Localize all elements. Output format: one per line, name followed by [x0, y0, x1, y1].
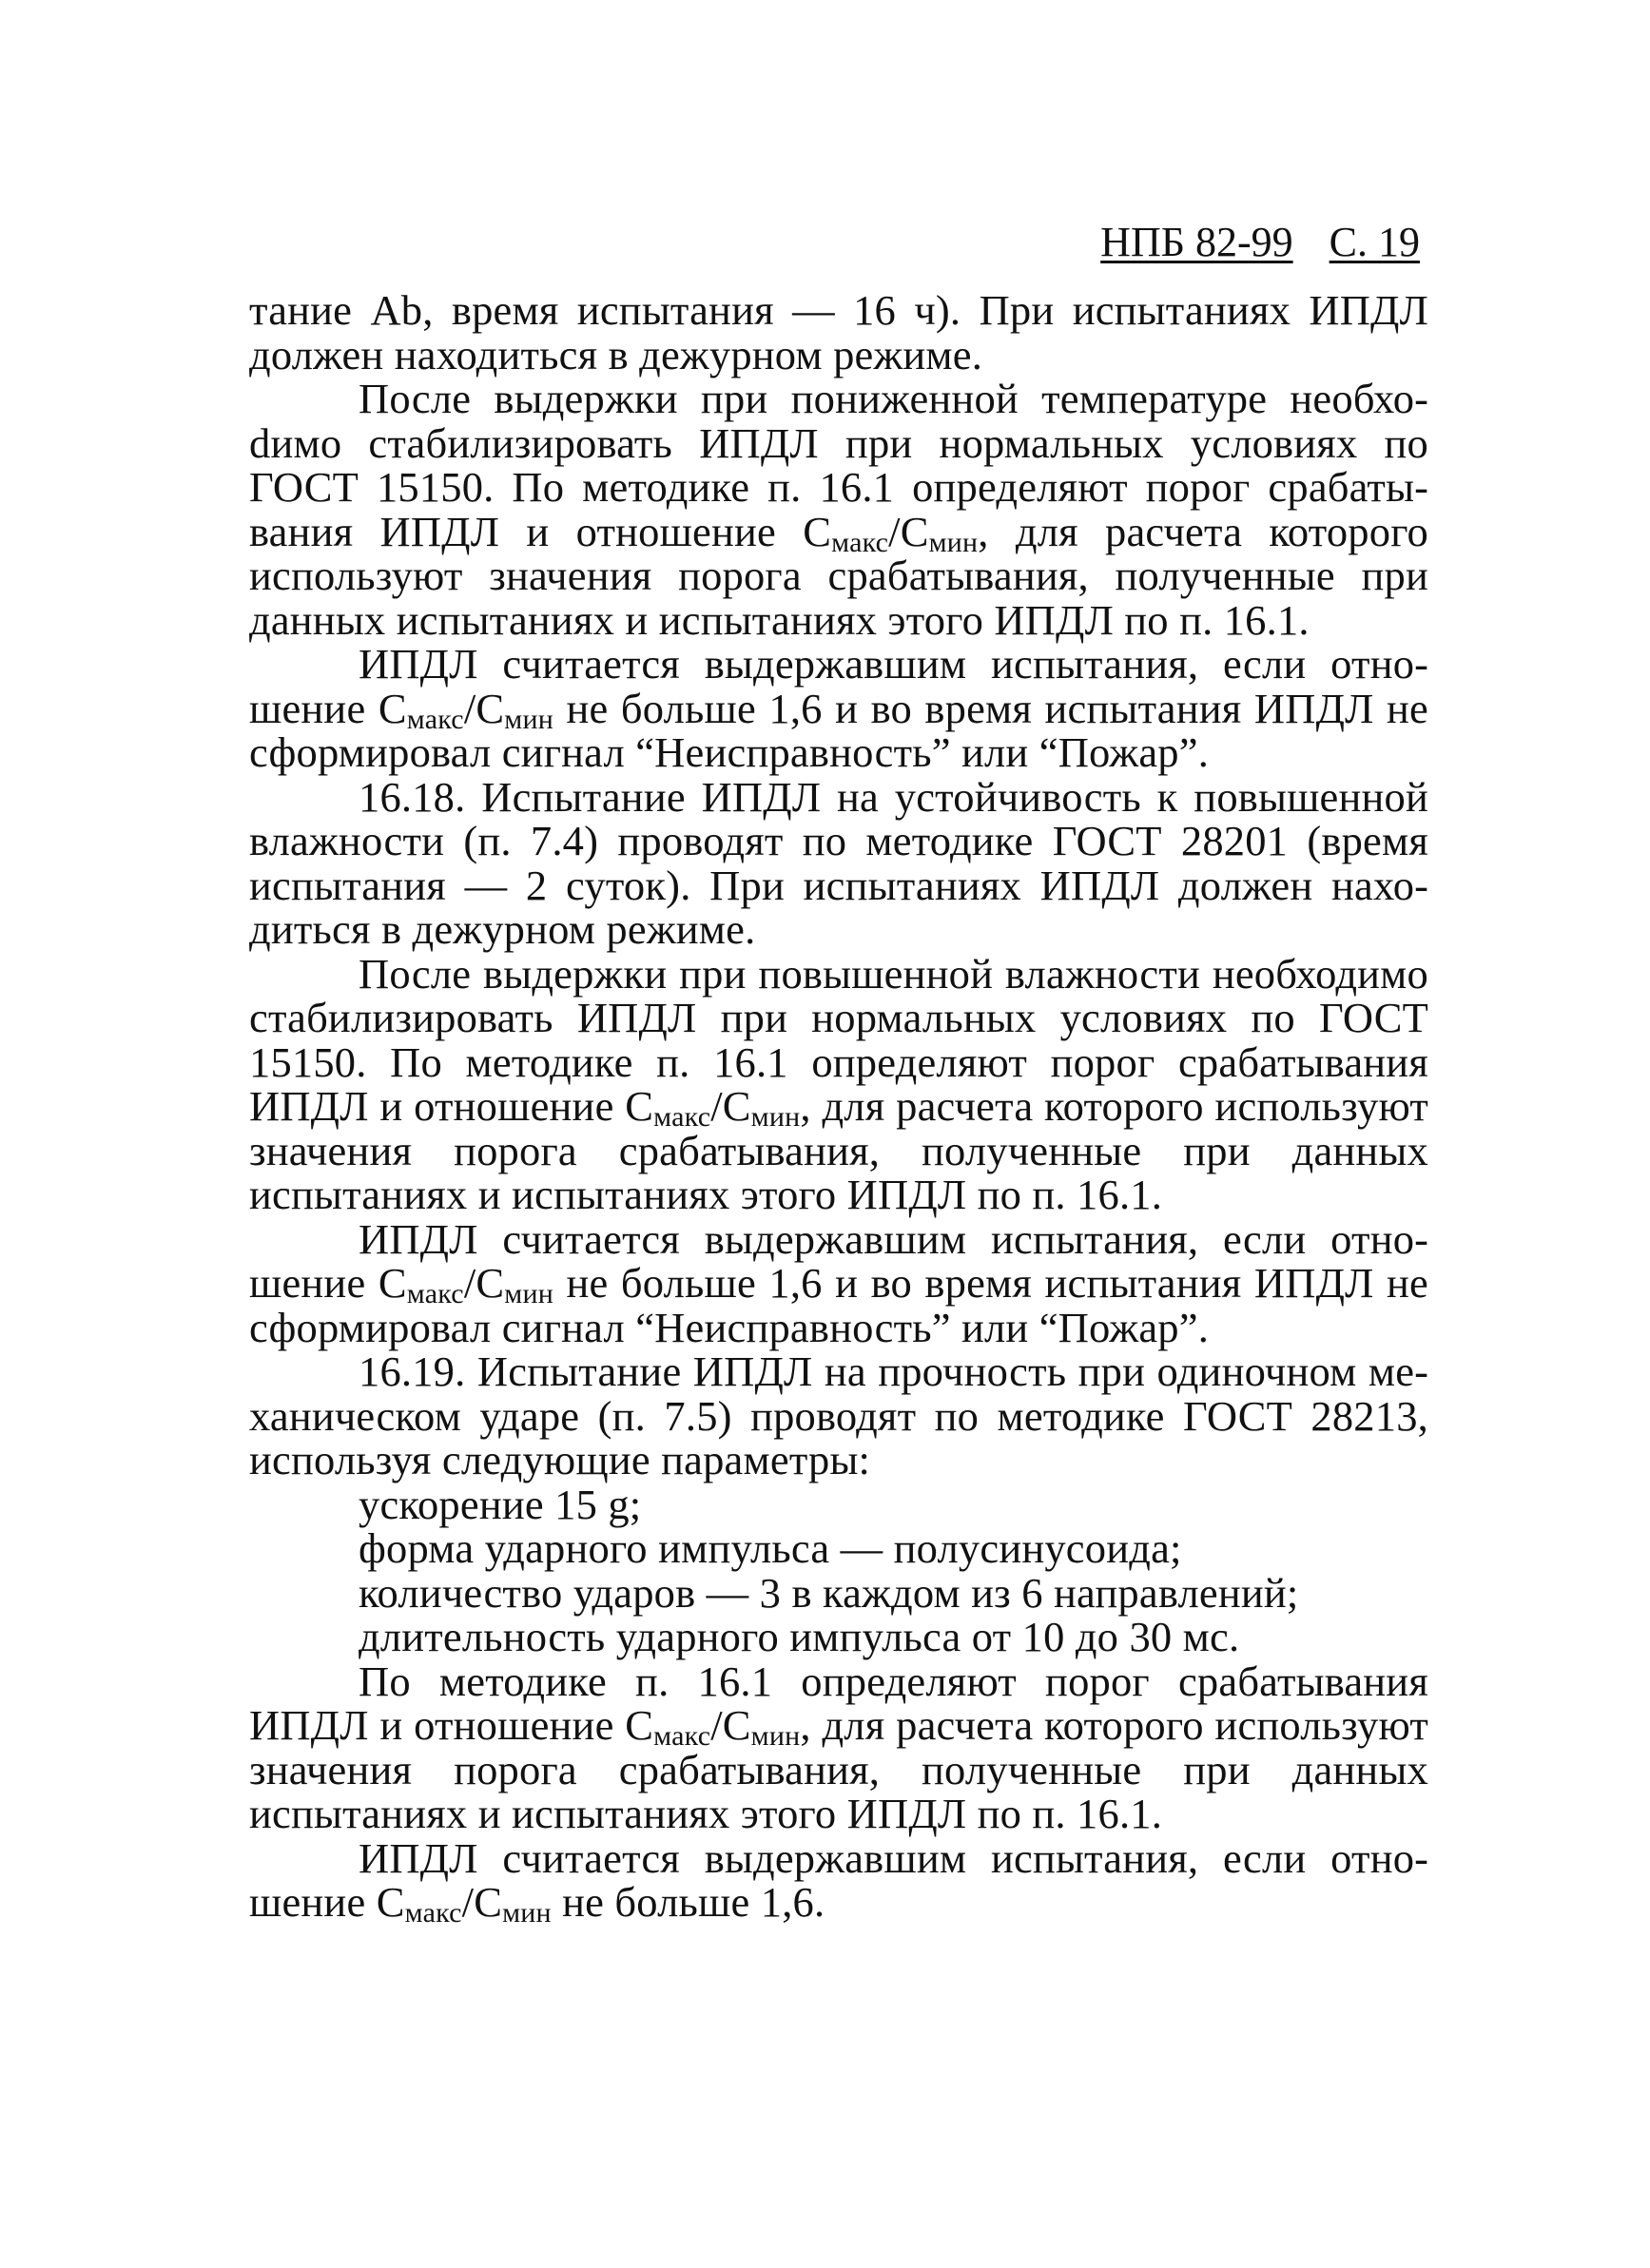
text-run: /С: [461, 1878, 503, 1926]
text-run: ИПДЛ считается выдержавшим испытания, если отношение С: [249, 1833, 1428, 1926]
document-code: НПБ 82-99: [1100, 219, 1293, 265]
text-run: тание Ab, время испытания — 16 ч). При испытаниях ИПДЛ должен находиться в дежурном режиме.: [249, 286, 1428, 378]
paragraph-p7: [249, 1349, 1428, 1483]
text-run: , для расчета которого используют значения порога срабатывания, полученные при данных испытаниях и испытаниях этого ИПДЛ по п. 16.1.: [249, 1082, 1428, 1218]
text-run: /С: [888, 507, 929, 555]
text-run: , для расчета которого используют значения порога срабатывания, полученные при данных испытаниях и испытаниях этого ИПДЛ по п. 16.1.: [249, 507, 1429, 644]
paragraph-p12: [249, 1659, 1428, 1836]
text-run: /С: [463, 1259, 505, 1307]
paragraph-p11: [249, 1615, 1428, 1659]
subscript-мин: мин: [750, 1720, 801, 1752]
paragraph-p8: [249, 1480, 1428, 1528]
text-run: количество ударов — 3 в каждом из 6 направлений;: [359, 1568, 1299, 1617]
text-run: 16.19. Испытание ИПДЛ на прочность при одиночном механическом ударе (п. 7.5) проводят по методике ГОСТ 28213, используя следующие параметры:: [249, 1347, 1428, 1483]
text-run: /С: [710, 1701, 751, 1749]
text-run: не больше 1,6 и во время испытания ИПДЛ не сформировал сигнал “Неисправность” или “Пожар”.: [249, 684, 1428, 776]
subscript-макс: макс: [406, 1278, 464, 1309]
text-run: ИПДЛ считается выдержавшим испытания, если отношение С: [249, 640, 1428, 732]
document-body: [249, 286, 1429, 1929]
text-run: После выдержки при повышенной влажности необходимо стабилизировать ИПДЛ при нормальных условиях по ГОСТ 15150. По методике п. 16.1 определяют порог срабатывания ИПДЛ и отношение С: [249, 949, 1428, 1130]
subscript-мин: мин: [928, 526, 979, 558]
text-run: , для расчета которого используют значения порога срабатывания, полученные при данных испытаниях и испытаниях этого ИПДЛ по п. 16.1.: [249, 1701, 1428, 1837]
text-run: не больше 1,6.: [551, 1878, 825, 1926]
subscript-макс: макс: [653, 1720, 711, 1752]
text-run: ускорение 15 g;: [359, 1480, 642, 1528]
paragraph-p10: [249, 1568, 1428, 1617]
paragraph-p3: [249, 642, 1428, 775]
paragraph-p1: [249, 288, 1428, 377]
text-run: После выдержки при пониженной температуре необхоdимо стабилизировать ИПДЛ при нормальных условиях по ГОСТ 15150. По методике п. 16.1 определяют порог срабатывания ИПДЛ и отношение С: [249, 375, 1428, 555]
subscript-мин: мин: [504, 1278, 553, 1309]
page-number: С. 19: [1329, 219, 1420, 265]
subscript-мин: мин: [750, 1101, 801, 1133]
text-run: форма ударного импульса — полусинусоида;: [359, 1524, 1182, 1572]
text-run: 16.18. Испытание ИПДЛ на устойчивость к повышенной влажности (п. 7.4) проводят по методике ГОСТ 28201 (время испытания — 2 суток). При испытаниях ИПДЛ должен находиться в дежурном режиме.: [249, 772, 1428, 953]
paragraph-p4: [249, 772, 1428, 953]
paragraph-p9: [249, 1526, 1428, 1571]
paragraph-p5: [249, 949, 1428, 1218]
text-run: длительность ударного импульса от 10 до 30 мс.: [359, 1613, 1240, 1660]
paragraph-p6: [249, 1214, 1428, 1351]
subscript-мин: мин: [502, 1897, 552, 1929]
subscript-мин: мин: [504, 703, 553, 735]
text-run: ИПДЛ считается выдержавшим испытания, если отношение С: [249, 1214, 1428, 1307]
text-run: /С: [463, 684, 505, 732]
subscript-макс: макс: [653, 1101, 711, 1133]
text-run: не больше 1,6 и во время испытания ИПДЛ не сформировал сигнал “Неисправность” или “Пожар”.: [249, 1259, 1428, 1351]
paragraph-p2: [249, 377, 1428, 642]
text-run: По методике п. 16.1 определяют порог срабатывания ИПДЛ и отношение С: [249, 1657, 1428, 1749]
paragraph-p13: [249, 1833, 1428, 1929]
page-header: [1100, 217, 1420, 268]
subscript-макс: макс: [406, 703, 464, 735]
text-run: /С: [710, 1082, 751, 1130]
header-gap: [1293, 217, 1330, 268]
subscript-макс: макс: [404, 1897, 462, 1929]
subscript-макс: макс: [831, 526, 889, 558]
